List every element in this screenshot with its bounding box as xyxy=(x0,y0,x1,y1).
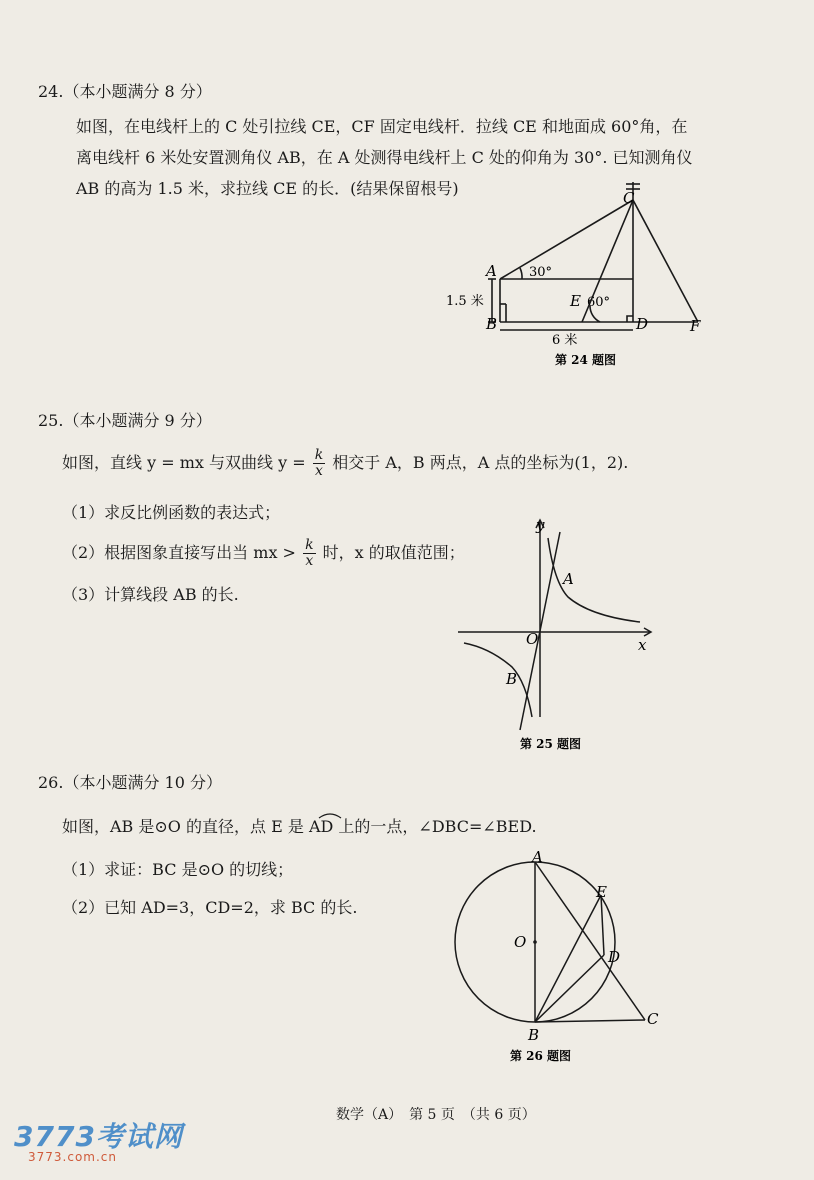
q25-sub2-b: 时，x 的取值范围； xyxy=(322,543,465,562)
fraction-k-over-x: $\frac{k}{x}$ xyxy=(314,447,324,479)
q25-intro-b: 相交于 A，B 两点，A 点的坐标为(1，2). xyxy=(332,453,629,472)
q26-figure xyxy=(450,850,670,1065)
angle-a-label: 30° xyxy=(529,265,553,280)
q25-header: 25.（本小题满分 9 分） xyxy=(38,411,212,430)
q24-text-line3: AB 的高为 1.5 米，求拉线 CE 的长．(结果保留根号) xyxy=(76,179,459,198)
sight-line-ac xyxy=(500,200,633,279)
arc-symbol xyxy=(316,810,344,820)
label-f: F xyxy=(690,317,701,335)
label-a: A xyxy=(486,262,497,280)
q25-sub2-a: （2）根据图象直接写出当 mx > xyxy=(62,543,296,562)
label-x: x xyxy=(638,636,647,654)
q24-text-line1: 如图，在电线杆上的 C 处引拉线 CE，CF 固定电线杆．拉线 CE 和地面成 60°角，在 xyxy=(76,117,688,136)
label-a: A xyxy=(532,850,543,866)
q25-sub1: （1）求反比例函数的表达式； xyxy=(62,503,281,522)
q24-figure xyxy=(440,170,720,370)
hyperbola-branch-1 xyxy=(548,538,640,622)
label-o: O xyxy=(526,630,539,648)
page-footer: 数学（A） 第 5 页 （共 6 页） xyxy=(336,1107,536,1123)
figure-caption: 第 26 题图 xyxy=(510,1049,572,1063)
figure-caption: 第 25 题图 xyxy=(520,737,582,751)
wire-cf xyxy=(633,200,698,322)
label-e: E xyxy=(570,292,581,310)
center-dot xyxy=(533,940,537,944)
line-ac xyxy=(535,862,645,1020)
fraction-k-over-x-2: $\frac{k}{x}$ xyxy=(305,537,314,569)
line-be xyxy=(535,895,601,1022)
q25-intro xyxy=(62,446,628,480)
q26-intro: 如图，AB 是⊙O 的直径，点 E 是 AD 上的一点，∠DBC=∠BED. xyxy=(62,817,537,836)
height-label: 1.5 米 xyxy=(446,294,484,309)
q26-header: 26.（本小题满分 10 分） xyxy=(38,773,222,792)
q25-intro-a: 如图，直线 y = mx 与双曲线 y = xyxy=(62,453,306,472)
q25-sub3: （3）计算线段 AB 的长. xyxy=(62,585,239,604)
figure-caption: 第 24 题图 xyxy=(555,353,617,367)
q24-header: 24.（本小题满分 8 分） xyxy=(38,82,212,101)
hyperbola-branch-2 xyxy=(464,643,532,717)
q26-sub1: （1）求证：BC 是⊙O 的切线； xyxy=(62,860,294,879)
label-d: D xyxy=(636,315,649,333)
label-d: D xyxy=(608,948,621,966)
line-ed xyxy=(601,895,604,955)
line-bd xyxy=(535,955,604,1022)
label-b: B xyxy=(528,1026,540,1044)
label-y: y xyxy=(536,516,545,534)
watermark-brand: 3773考试网 xyxy=(14,1120,183,1153)
watermark-url: 3773.com.cn xyxy=(28,1150,117,1164)
label-b: B xyxy=(486,315,498,333)
q25-figure xyxy=(450,512,670,752)
q24-text-line2: 离电线杆 6 米处安置测角仪 AB，在 A 处测得电线杆上 C 处的仰角为 30°. 已知测角仪 xyxy=(76,148,693,167)
label-e: E xyxy=(596,883,607,901)
label-o: O xyxy=(514,933,527,951)
q26-sub2: （2）已知 AD=3，CD=2，求 BC 的长. xyxy=(62,898,358,917)
label-b: B xyxy=(506,670,518,688)
angle-arc-a xyxy=(520,268,522,279)
label-a: A xyxy=(563,570,574,588)
label-c: C xyxy=(647,1010,659,1028)
q25-sub2 xyxy=(62,536,465,570)
angle-e-label: 60° xyxy=(587,295,611,310)
label-c: C xyxy=(623,189,635,207)
distance-label: 6 米 xyxy=(552,333,578,348)
